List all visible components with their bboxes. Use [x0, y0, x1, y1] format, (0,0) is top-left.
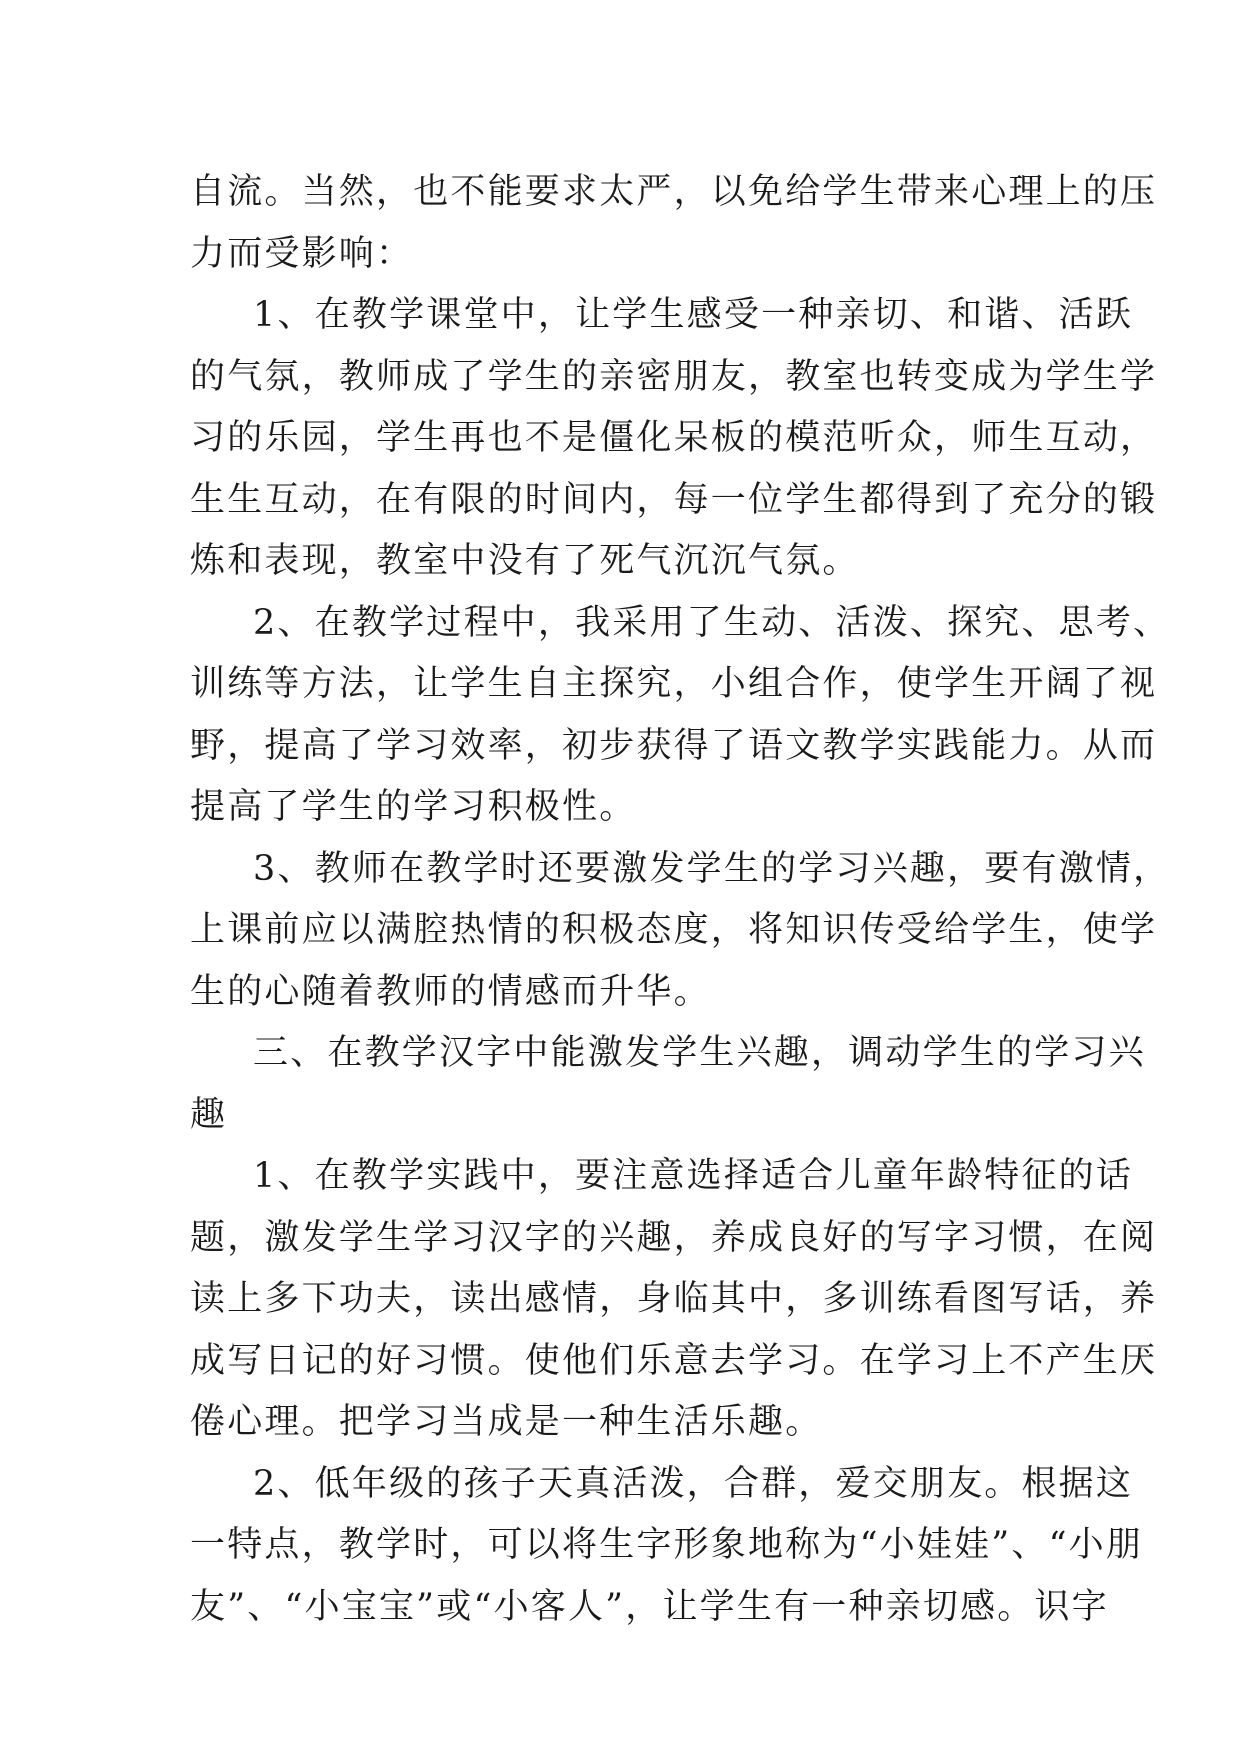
text-line: 生生互动，在有限的时间内，每一位学生都得到了充分的锻: [190, 479, 1158, 520]
text-line: 3、教师在教学时还要激发学生的学习兴趣，要有激情，: [253, 848, 1171, 889]
text-line: 一特点，教学时，可以将生字形象地称为“小娃娃”、“小朋: [190, 1525, 1144, 1565]
text-line: 上课前应以满腔热情的积极态度，将知识传受给学生，使学: [190, 910, 1158, 950]
text-line: 三、在教学汉字中能激发学生兴趣，调动学生的学习兴: [253, 1033, 1146, 1073]
text-line: 野，提高了学习效率，初步获得了语文教学实践能力。从而: [190, 725, 1158, 766]
text-line: 炼和表现，教室中没有了死气沉沉气氛。: [190, 541, 860, 581]
text-line: 力而受影响：: [190, 233, 414, 274]
text-line: 1、在教学实践中，要注意选择适合儿童年龄特征的话: [253, 1156, 1134, 1196]
document-body: [190, 162, 1171, 1638]
text-line: 提高了学生的学习积极性。: [190, 787, 637, 827]
text-line: 倦心理。把学习当成是一种生活乐趣。: [190, 1402, 823, 1442]
text-line: 生的心随着教师的情感而升华。: [190, 971, 711, 1012]
paragraph-item-3: [190, 839, 1171, 1024]
paragraph-item-2b: [190, 1454, 1144, 1639]
paragraph-item-1b: [190, 1146, 1158, 1454]
section-heading-3: [190, 1023, 1146, 1146]
text-line: 题，激发学生学习汉字的兴趣，养成良好的写字习惯，在阅: [190, 1217, 1158, 1258]
text-line: 习的乐园，学生再也不是僵化呆板的模范听众，师生互动，: [190, 418, 1158, 458]
text-line: 训练等方法，让学生自主探究，小组合作，使学生开阔了视: [190, 664, 1158, 704]
text-line: 的气氛，教师成了学生的亲密朋友，教室也转变成为学生学: [190, 356, 1158, 397]
text-line: 读上多下功夫，读出感情，身临其中，多训练看图写话，养: [190, 1279, 1158, 1319]
text-line: 自流。当然，也不能要求太严，以免给学生带来心理上的压: [190, 172, 1158, 212]
paragraph-item-2: [190, 593, 1171, 839]
text-line: 趣: [190, 1094, 228, 1135]
text-line: 友”、“小宝宝”或“小客人”，让学生有一种亲切感。识字: [190, 1586, 1109, 1627]
text-line: 2、在教学过程中，我采用了生动、活泼、探究、思考、: [253, 602, 1171, 643]
text-line: 1、在教学课堂中，让学生感受一种亲切、和谐、活跃: [253, 295, 1134, 335]
paragraph-continuation: [190, 162, 1158, 285]
text-line: 成写日记的好习惯。使他们乐意去学习。在学习上不产生厌: [190, 1340, 1158, 1381]
paragraph-item-1: [190, 285, 1158, 593]
text-line: 2、低年级的孩子天真活泼，合群，爱交朋友。根据这: [253, 1463, 1134, 1504]
